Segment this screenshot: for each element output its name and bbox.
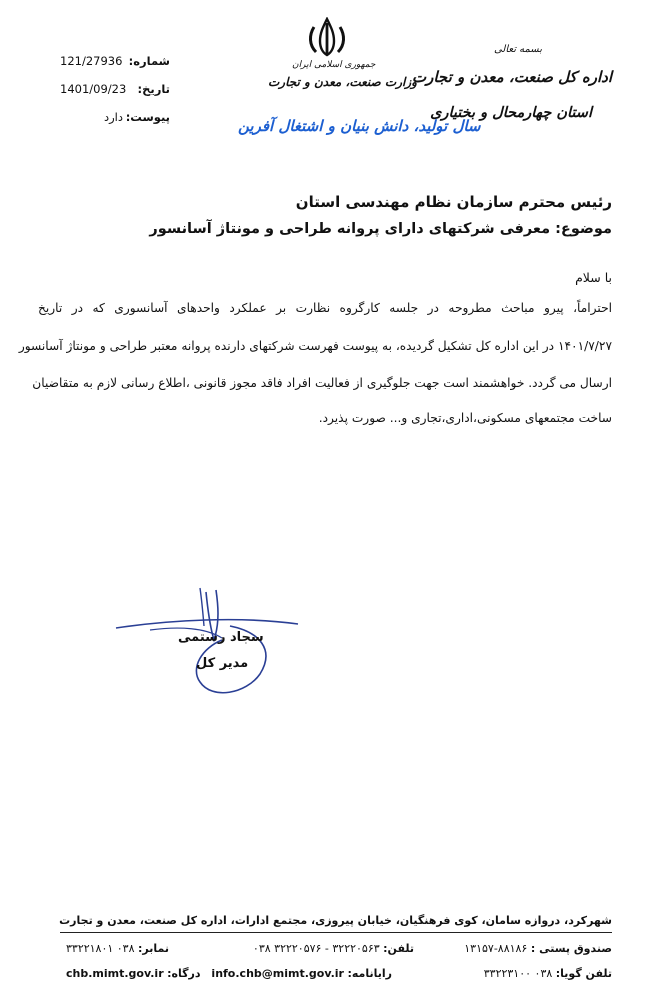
po-box-value: ۸۸۱۸۶-۱۳۱۵۷ bbox=[464, 942, 528, 955]
body-line-4: ساخت مجتمعهای مسکونی،اداری،تجاری و... صورت پذیرد. bbox=[318, 411, 612, 425]
letter-date-value: 1401/09/23 bbox=[60, 82, 127, 96]
letter-date bbox=[60, 82, 170, 100]
footer-po-box bbox=[464, 942, 612, 955]
letter-number bbox=[60, 54, 170, 72]
greeting: با سلام bbox=[575, 270, 612, 285]
footer-address: شهرکرد، دروازه سامان، کوی فرهنگیان، خیابان پیروزی، مجتمع ادارات، اداره کل صنعت، معدن و تجارت bbox=[59, 914, 612, 927]
portal-label: درگاه: bbox=[167, 967, 201, 980]
addressee: رئیس محترم سازمان نظام مهندسی استان bbox=[295, 193, 612, 211]
phone-label: تلفن: bbox=[383, 942, 414, 955]
letter-attachment-value: دارد bbox=[104, 110, 123, 124]
org-province: استان چهارمحال و بختیاری bbox=[430, 104, 592, 121]
year-slogan: سال تولید، دانش بنیان و اشتغال آفرین bbox=[238, 117, 481, 135]
footer-voip bbox=[484, 967, 612, 980]
phone-value: ۳۲۲۲۰۵۶۳ - ۳۲۲۲۰۵۷۶ ۰۳۸ bbox=[252, 942, 380, 955]
letter-date-label: تاریخ: bbox=[137, 82, 170, 96]
subject-line: موضوع: معرفی شرکتهای دارای پروانه طراحی و مونتاژ آسانسور bbox=[149, 221, 612, 237]
ministry-label: وزارت صنعت، معدن و تجارت bbox=[268, 75, 417, 89]
email-label: رایانامه: bbox=[347, 967, 392, 980]
body-line-1: احتراماً، پیرو مباحث مطروحه در جلسه کارگروه نظارت بر عملکرد واحدهای آسانسوری که در تاریخ bbox=[38, 301, 612, 315]
republic-label: جمهوری اسلامی ایران bbox=[292, 60, 376, 70]
body-line-2: ۱۴۰۱/۷/۲۷ در این اداره کل تشکیل گردیده، به پیوست فهرست شرکتهای دارنده پروانه معتبر طراحی و مونتاژ آسانسور bbox=[18, 339, 612, 353]
footer-fax bbox=[66, 942, 169, 955]
email-value: info.chb@mimt.gov.ir bbox=[211, 967, 344, 980]
footer-divider bbox=[60, 932, 612, 933]
voip-label: تلفن گویا: bbox=[555, 967, 612, 980]
signatory-title: مدیر کل bbox=[196, 656, 249, 671]
bismillah: بسمه تعالی bbox=[493, 44, 542, 55]
footer-portal bbox=[66, 967, 201, 980]
signatory-name: سجاد رستمی bbox=[178, 630, 264, 645]
letter-attachment-label: پیوست: bbox=[125, 110, 170, 124]
fax-label: نمابر: bbox=[138, 942, 170, 955]
letter-number-value: 121/27936 bbox=[60, 54, 123, 68]
voip-value: ۰۳۸ ۳۳۲۲۳۱۰۰ bbox=[483, 967, 553, 980]
footer-email bbox=[211, 967, 392, 980]
iran-emblem-icon bbox=[306, 17, 348, 57]
letter-number-label: شماره: bbox=[128, 54, 170, 68]
body-line-3: ارسال می گردد. خواهشمند است جهت جلوگیری از فعالیت افراد فاقد مجوز قانونی ،اطلاع رسانی لازم به متقاضیان bbox=[32, 376, 612, 390]
fax-value: ۰۳۸ ۳۳۲۲۱۸۰۱ bbox=[66, 942, 135, 955]
org-name: اداره کل صنعت، معدن و تجارت bbox=[412, 68, 612, 86]
letter-attachment bbox=[60, 110, 170, 128]
po-box-label: صندوق پستی : bbox=[530, 942, 612, 955]
footer-phone bbox=[253, 942, 414, 955]
portal-value: chb.mimt.gov.ir bbox=[66, 967, 164, 980]
